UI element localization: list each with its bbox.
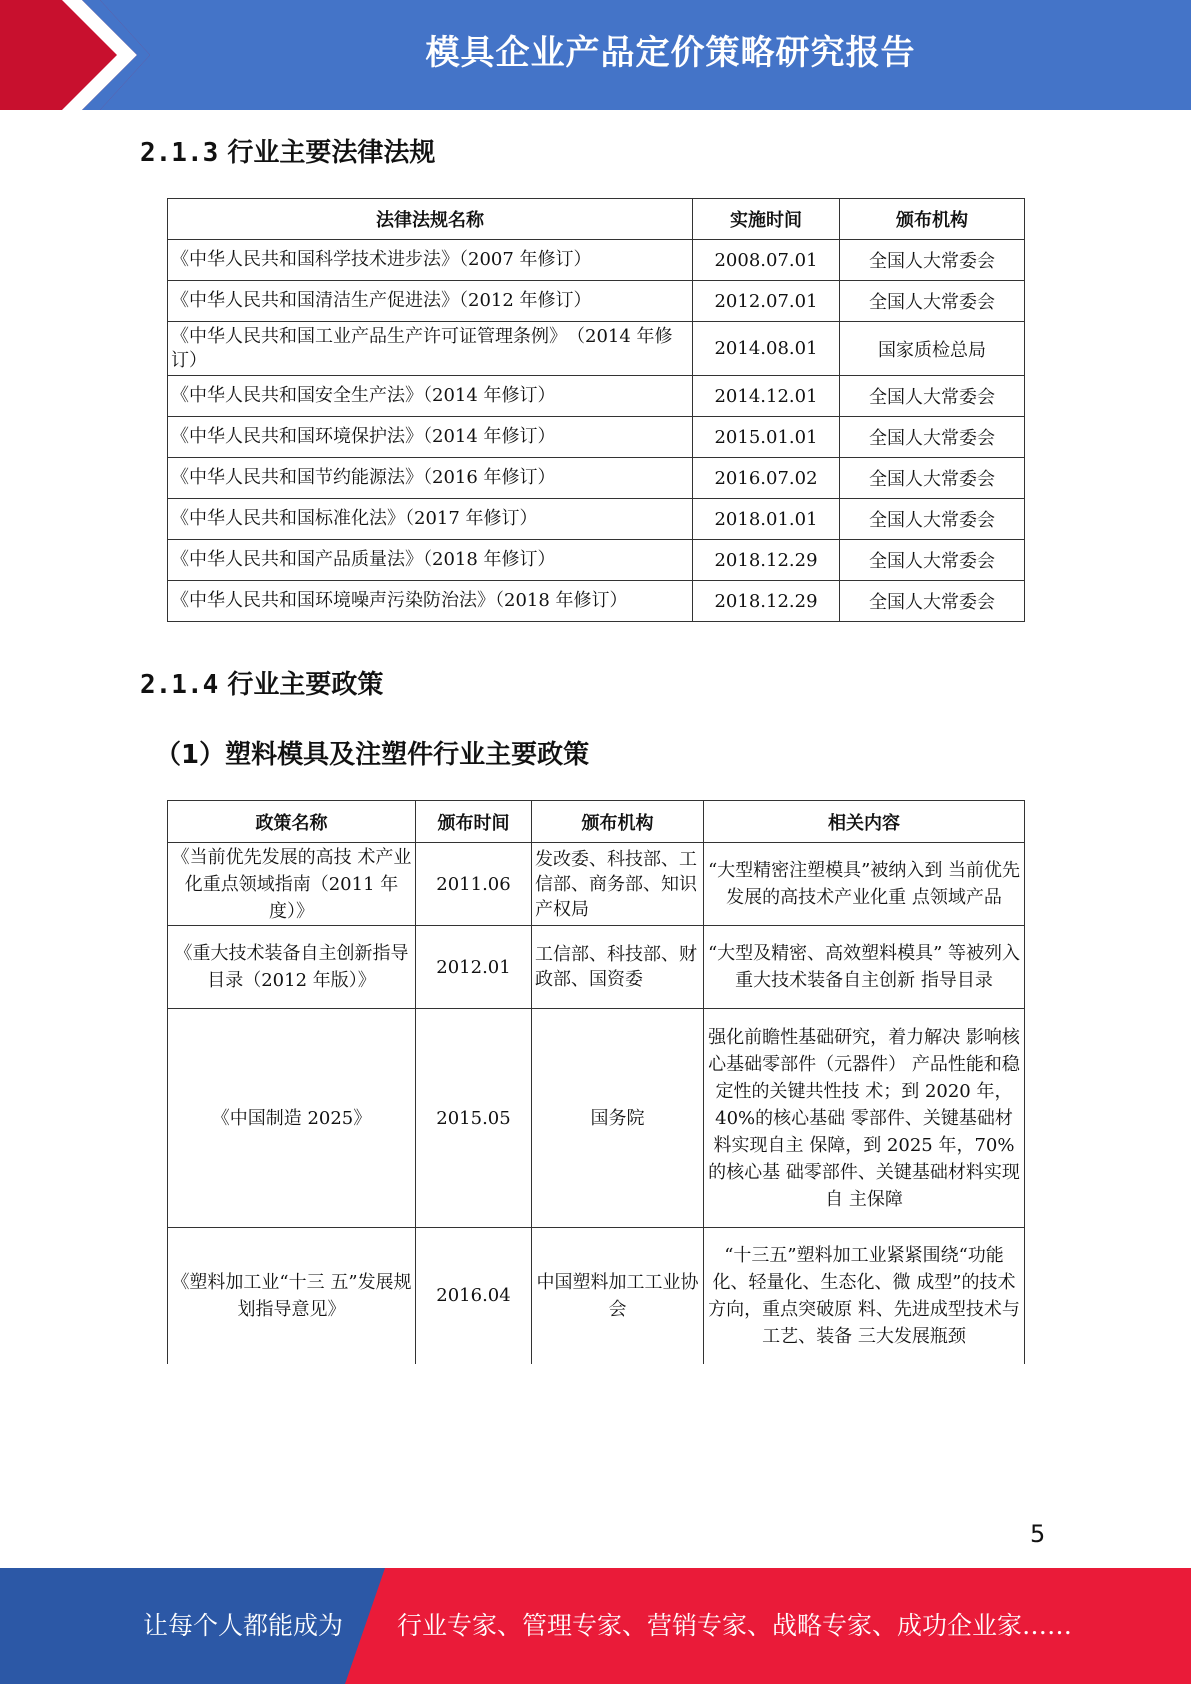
table-row <box>168 1009 1025 1228</box>
page-footer <box>0 1568 1191 1684</box>
report-title: 模具企业产品定价策略研究报告 <box>425 33 916 73</box>
issuing-body: 国务院 <box>532 1009 704 1228</box>
policy-table <box>167 800 1025 1364</box>
section-number: 2.1.3 <box>140 138 219 168</box>
effective-date: 2014.08.01 <box>693 322 840 376</box>
issue-date: 2016.04 <box>416 1228 532 1364</box>
issuing-body: 全国人大常委会 <box>840 417 1025 458</box>
issuing-body: 中国塑料加工工业协会 <box>532 1228 704 1364</box>
column-header: 颁布时间 <box>416 801 532 843</box>
table-row <box>168 843 1025 926</box>
footer-slogan-left: 让每个人都能成为 <box>143 1611 344 1640</box>
issuing-body: 全国人大常委会 <box>840 581 1025 622</box>
subsection-heading: （1）塑料模具及注塑件行业主要政策 <box>155 740 590 770</box>
issuing-body: 全国人大常委会 <box>840 376 1025 417</box>
table-row <box>168 1228 1025 1364</box>
issuing-body: 全国人大常委会 <box>840 458 1025 499</box>
issue-date: 2015.05 <box>416 1009 532 1228</box>
policy-content: 强化前瞻性基础研究，着力解决 影响核心基础零部件（元器件） 产品性能和稳定性的关键共性技 术；到 2020 年，40%的核心基础 零部件、关键基础材料实现自主 保障，到 2025 年，70%的核心基 础零部件、关键基础材料实现自 主保障 <box>704 1009 1025 1228</box>
issuing-body: 全国人大常委会 <box>840 499 1025 540</box>
column-header: 颁布机构 <box>840 199 1025 240</box>
table-row <box>168 499 1025 540</box>
law-name: 《中华人民共和国标准化法》（2017 年修订） <box>168 499 693 540</box>
effective-date: 2015.01.01 <box>693 417 840 458</box>
laws-table <box>167 198 1025 622</box>
policy-name: 《当前优先发展的高技 术产业化重点领域指南（2011 年度）》 <box>168 843 416 926</box>
table-header-row <box>168 199 1025 240</box>
law-name: 《中华人民共和国环境保护法》（2014 年修订） <box>168 417 693 458</box>
law-name: 《中华人民共和国科学技术进步法》（2007 年修订） <box>168 240 693 281</box>
effective-date: 2018.01.01 <box>693 499 840 540</box>
issuing-body: 全国人大常委会 <box>840 240 1025 281</box>
law-name: 《中华人民共和国工业产品生产许可证管理条例》 （2014 年修订） <box>168 322 693 376</box>
law-name: 《中华人民共和国清洁生产促进法》（2012 年修订） <box>168 281 693 322</box>
column-header: 相关内容 <box>704 801 1025 843</box>
effective-date: 2012.07.01 <box>693 281 840 322</box>
column-header: 颁布机构 <box>532 801 704 843</box>
section-title: 行业主要法律法规 <box>227 138 436 168</box>
effective-date: 2014.12.01 <box>693 376 840 417</box>
policy-name: 《重大技术装备自主创新指导目录（2012 年版）》 <box>168 926 416 1009</box>
column-header: 法律法规名称 <box>168 199 693 240</box>
policy-content: “十三五”塑料加工业紧紧围绕“功能化、轻量化、生态化、微 成型”的技术方向，重点突破原 料、先进成型技术与工艺、装备 三大发展瓶颈 <box>704 1228 1025 1364</box>
issuing-body: 全国人大常委会 <box>840 281 1025 322</box>
page-header <box>0 0 1191 110</box>
table-header-row <box>168 801 1025 843</box>
law-name: 《中华人民共和国产品质量法》（2018 年修订） <box>168 540 693 581</box>
table-row <box>168 926 1025 1009</box>
policy-content: “大型及精密、高效塑料模具” 等被列入重大技术装备自主创新 指导目录 <box>704 926 1025 1009</box>
table-row <box>168 581 1025 622</box>
section-number: 2.1.4 <box>140 670 219 700</box>
law-name: 《中华人民共和国节约能源法》（2016 年修订） <box>168 458 693 499</box>
page-number: 5 <box>1030 1520 1046 1548</box>
section-title: 行业主要政策 <box>227 670 384 700</box>
header-arrow-decoration <box>0 0 150 110</box>
issue-date: 2011.06 <box>416 843 532 926</box>
issuing-body: 全国人大常委会 <box>840 540 1025 581</box>
column-header: 政策名称 <box>168 801 416 843</box>
table-row <box>168 376 1025 417</box>
table-row <box>168 540 1025 581</box>
issuing-body: 国家质检总局 <box>840 322 1025 376</box>
policy-name: 《中国制造 2025》 <box>168 1009 416 1228</box>
table-row <box>168 281 1025 322</box>
table-row <box>168 458 1025 499</box>
law-name: 《中华人民共和国安全生产法》（2014 年修订） <box>168 376 693 417</box>
issue-date: 2012.01 <box>416 926 532 1009</box>
section-heading-laws <box>140 132 435 169</box>
effective-date: 2016.07.02 <box>693 458 840 499</box>
effective-date: 2008.07.01 <box>693 240 840 281</box>
issuing-body: 工信部、科技部、财政部、国资委 <box>532 926 704 1009</box>
table-row <box>168 240 1025 281</box>
footer-slogan-right: 行业专家、管理专家、营销专家、战略专家、成功企业家…… <box>397 1611 1073 1640</box>
table-row <box>168 417 1025 458</box>
law-name: 《中华人民共和国环境噪声污染防治法》（2018 年修订） <box>168 581 693 622</box>
effective-date: 2018.12.29 <box>693 581 840 622</box>
policy-name: 《塑料加工业“十三 五”发展规划指导意见》 <box>168 1228 416 1364</box>
effective-date: 2018.12.29 <box>693 540 840 581</box>
issuing-body: 发改委、科技部、工信部、商务部、知识产权局 <box>532 843 704 926</box>
table-row <box>168 322 1025 376</box>
policy-content: “大型精密注塑模具”被纳入到 当前优先发展的高技术产业化重 点领域产品 <box>704 843 1025 926</box>
column-header: 实施时间 <box>693 199 840 240</box>
section-heading-policy <box>140 664 383 701</box>
